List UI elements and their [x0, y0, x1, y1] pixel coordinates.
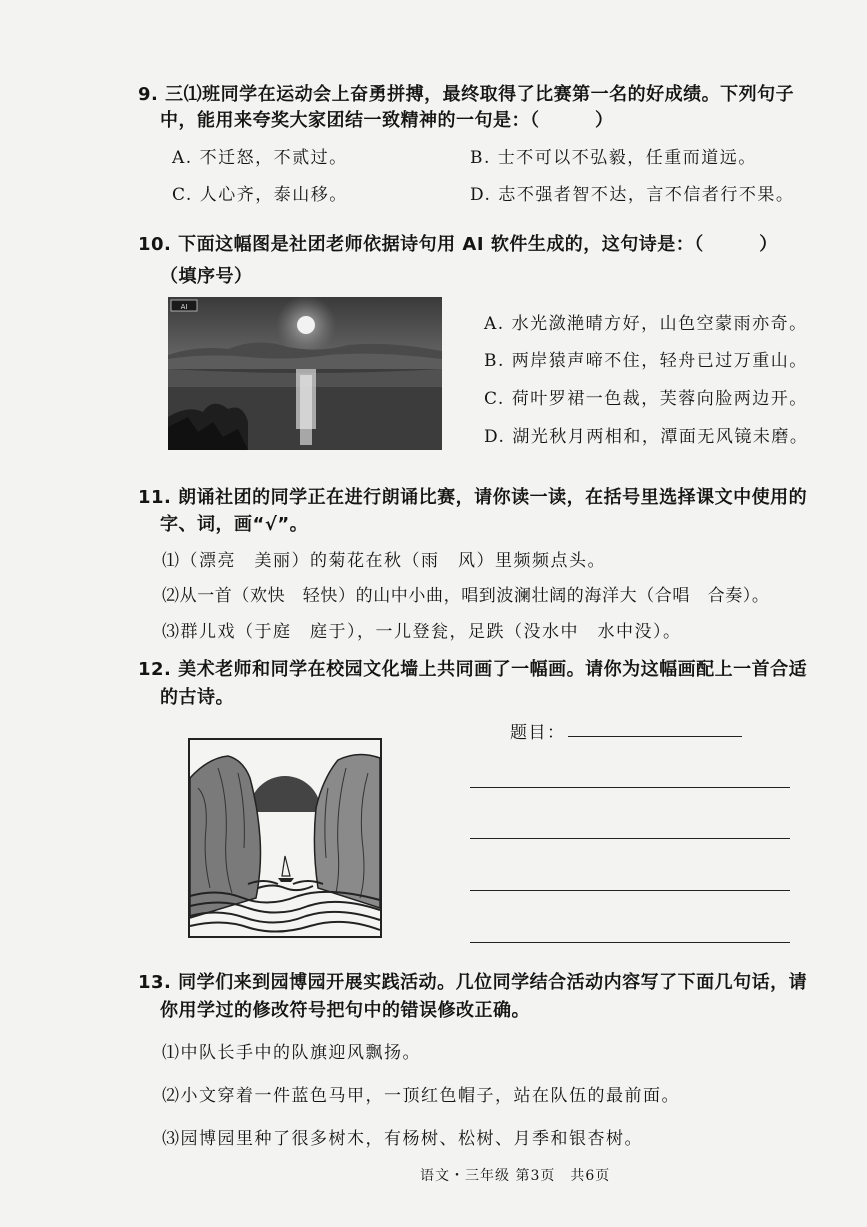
q12-title-blank[interactable] — [568, 736, 742, 737]
q12-title-label: 题目： — [510, 723, 566, 743]
q9-stem-line1: 9. 三⑴班同学在运动会上奋勇拼搏，最终取得了比赛第一名的好成绩。下列句子 — [138, 84, 795, 105]
q13-stem-line1: 13. 同学们来到园博园开展实践活动。几位同学结合活动内容写了下面几句话，请 — [138, 972, 808, 993]
q9-stem-line2: 中，能用来夸奖大家团结一致精神的一句是：（ ） — [160, 110, 614, 131]
q12-poem-line-4[interactable] — [470, 942, 790, 943]
page-footer: 语文・三年级 第3页 共6页 — [420, 1168, 611, 1184]
q12-poem-line-2[interactable] — [470, 838, 790, 839]
q13-stem-line2: 你用学过的修改符号把句中的错误修改正确。 — [160, 1000, 530, 1021]
q11-item-3: ⑶群儿戏（于庭 庭于），一儿登瓮，足跌（没水中 水中没）。 — [162, 622, 682, 642]
svg-text:AI: AI — [180, 303, 188, 311]
q10-stem-line2: （填序号） — [160, 266, 253, 287]
q12-stem-line1: 12. 美术老师和同学在校园文化墙上共同画了一幅画。请你为这幅画配上一首合适 — [138, 659, 808, 680]
gorge-sunset-sailboat-drawing — [188, 738, 382, 938]
q12-poem-line-3[interactable] — [470, 890, 790, 891]
q12-poem-line-1[interactable] — [470, 787, 790, 788]
q10-option-a: A. 水光潋滟晴方好，山色空蒙雨亦奇。 — [484, 314, 808, 334]
q13-item-1: ⑴中队长手中的队旗迎风飘扬。 — [162, 1043, 421, 1063]
q10-stem-line1: 10. 下面这幅图是社团老师依据诗句用 AI 软件生成的，这句诗是：（ ） — [138, 234, 778, 255]
q9-option-d: D. 志不强者智不达，言不信者行不果。 — [470, 185, 795, 205]
q9-option-a: A. 不迁怒，不贰过。 — [172, 148, 348, 168]
q12-stem-line2: 的古诗。 — [160, 687, 234, 708]
q10-option-c: C. 荷叶罗裙一色裁，芙蓉向脸两边开。 — [484, 389, 808, 409]
q9-option-c: C. 人心齐，泰山移。 — [172, 185, 348, 205]
q9-option-b: B. 士不可以不弘毅，任重而道远。 — [470, 148, 757, 168]
q11-stem-line2: 字、词，画“√”。 — [160, 514, 309, 535]
q11-stem-line1: 11. 朗诵社团的同学正在进行朗诵比赛，请你读一读，在括号里选择课文中使用的 — [138, 487, 808, 508]
q11-item-2: ⑵从一首（欢快 轻快）的山中小曲，唱到波澜壮阔的海洋大（合唱 合奏）。 — [162, 586, 770, 606]
q10-option-d: D. 湖光秋月两相和，潭面无风镜未磨。 — [484, 427, 809, 447]
q13-item-3: ⑶园博园里种了很多树木，有杨树、松树、月季和银杏树。 — [162, 1129, 643, 1149]
q13-item-2: ⑵小文穿着一件蓝色马甲，一顶红色帽子，站在队伍的最前面。 — [162, 1086, 680, 1106]
q10-option-b: B. 两岸猿声啼不住，轻舟已过万重山。 — [484, 351, 808, 371]
q11-item-1: ⑴（漂亮 美丽）的菊花在秋（雨 风）里频频点头。 — [162, 551, 606, 571]
ai-generated-moonlit-lake-image — [168, 297, 442, 450]
